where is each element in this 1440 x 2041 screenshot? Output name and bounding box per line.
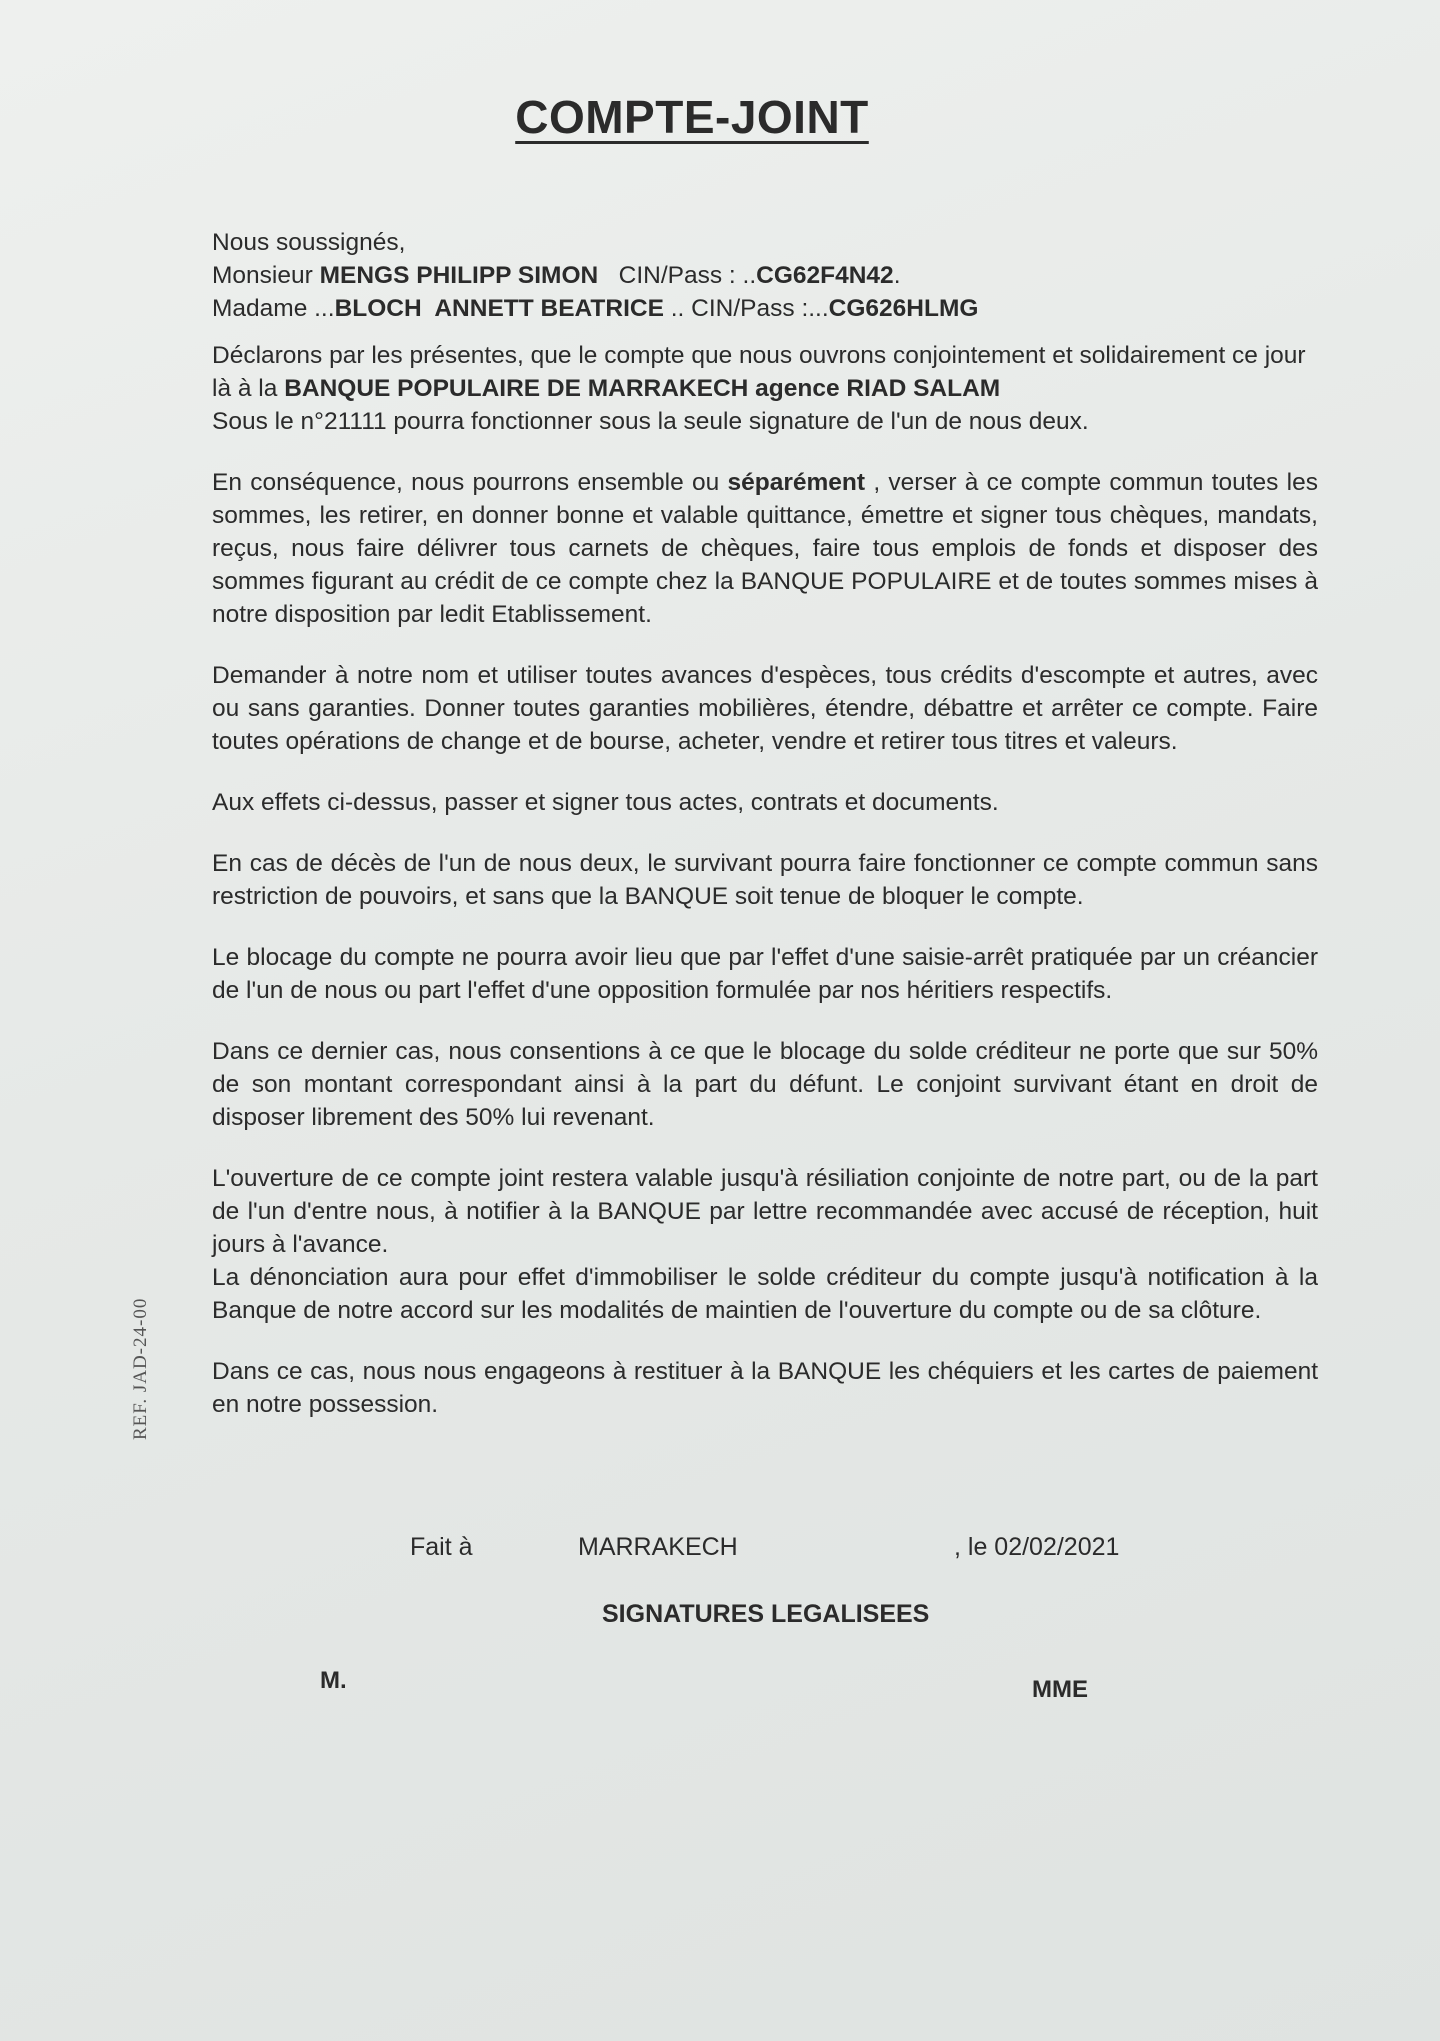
fait-label: Fait à — [410, 1533, 473, 1561]
paragraph-credits: Demander à notre nom et utiliser toutes avances d'espèces, tous crédits d'escompte et autres, avec ou sans garanties. Donner toutes garanties mobilières, étendre, débattre et arrêter ce compte. Faire toutes opérations de change et de bourse, acheter, vendre et retirer tous titres et valeurs. — [212, 662, 1318, 755]
paragraph-deces: En cas de décès de l'un de nous deux, le survivant pourra faire fonctionner ce compte commun sans restriction de pouvoirs, et sans que la BANQUE soit tenue de bloquer le compte. — [212, 850, 1318, 910]
consequence-paragraph — [212, 466, 1318, 631]
consequence-prefix: En conséquence, nous pourrons ensemble ou — [212, 469, 728, 496]
fait-city: MARRAKECH — [578, 1533, 738, 1561]
greeting: Nous soussignés, — [212, 229, 406, 256]
monsieur-line — [212, 259, 1318, 292]
bank-name: BANQUE POPULAIRE DE MARRAKECH agence RIAD SALAM — [284, 375, 1001, 402]
monsieur-name: MENGS PHILIPP SIMON — [319, 262, 599, 289]
final-paragraph: Dans ce cas, nous nous engageons à restituer à la BANQUE les chéquiers et les cartes de paiement en notre possession. — [212, 1358, 1318, 1418]
paragraph-dernier-cas: Dans ce dernier cas, nous consentions à ce que le blocage du solde créditeur ne porte que sur 50% de son montant correspondant ainsi à la part du défunt. Le conjoint survivant étant en droit de disposer librement des 50% lui revenant. — [212, 1038, 1318, 1131]
madame-cin: CG626HLMG — [828, 295, 979, 322]
madame-line — [212, 292, 1318, 325]
document-title-text: COMPTE-JOINT — [515, 91, 869, 143]
paragraph-actes: Aux effets ci-dessus, passer et signer tous actes, contrats et documents. — [212, 789, 999, 816]
declaration-line-3: Sous le n°21111 pourra fonctionner sous la seule signature de l'un de nous deux. — [212, 408, 1089, 435]
madame-cin-label: .. CIN/Pass :... — [663, 295, 829, 322]
consequence-bold: séparément — [727, 469, 866, 496]
ouverture-block — [212, 1162, 1318, 1327]
signature-m-label: M. — [320, 1667, 347, 1694]
declaration-prefix: là à la — [212, 375, 285, 402]
consequence-rest: , verser à ce compte commun toutes les sommes, les retirer, en donner bonne et valable quittance, émettre et signer tous chèques, mandats, reçus, nous faire délivrer tous carnets de chèques, faire tous emplois de fonds et disposer des sommes figurant au crédit de ce compte chez la BANQUE POPULAIRE et de toutes sommes mises à notre disposition par ledit Etablissement. — [212, 469, 1318, 628]
declaration-line-2 — [212, 372, 1318, 405]
monsieur-prefix: Monsieur — [212, 262, 320, 289]
reference-code: REF. JAD-24-00 — [130, 1297, 151, 1440]
monsieur-cin: CG62F4N42 — [756, 262, 894, 289]
ouverture-paragraph-1: L'ouverture de ce compte joint restera valable jusqu'à résiliation conjointe de notre part, ou de la part de l'un d'entre nous, à notifier à la BANQUE par lettre recommandée avec accusé de réception, huit jours à l'avance. — [212, 1165, 1318, 1258]
declaration-block — [212, 339, 1318, 438]
madame-prefix: Madame ... — [212, 295, 335, 322]
document-body — [212, 226, 1318, 1449]
fait-date: , le 02/02/2021 — [954, 1533, 1120, 1561]
signatures-title: SIGNATURES LEGALISEES — [602, 1600, 930, 1628]
signature-mme-label: MME — [1032, 1676, 1088, 1703]
document-title — [0, 90, 1384, 144]
ouverture-paragraph-2: La dénonciation aura pour effet d'immobiliser le solde créditeur du compte jusqu'à notification à la Banque de notre accord sur les modalités de maintien de l'ouverture du compte ou de sa clôture. — [212, 1264, 1318, 1324]
intro-block — [212, 226, 1318, 325]
declaration-line-1: Déclarons par les présentes, que le compte que nous ouvrons conjointement et solidairement ce jour — [212, 342, 1306, 369]
madame-name: BLOCH ANNETT BEATRICE — [334, 295, 664, 322]
paragraph-blocage: Le blocage du compte ne pourra avoir lieu que par l'effet d'une saisie-arrêt pratiquée par un créancier de l'un de nous ou part l'effet d'une opposition formulée par nos héritiers respectifs. — [212, 944, 1318, 1004]
monsieur-cin-label: CIN/Pass : .. — [598, 262, 757, 289]
monsieur-cin-end: . — [893, 262, 901, 289]
